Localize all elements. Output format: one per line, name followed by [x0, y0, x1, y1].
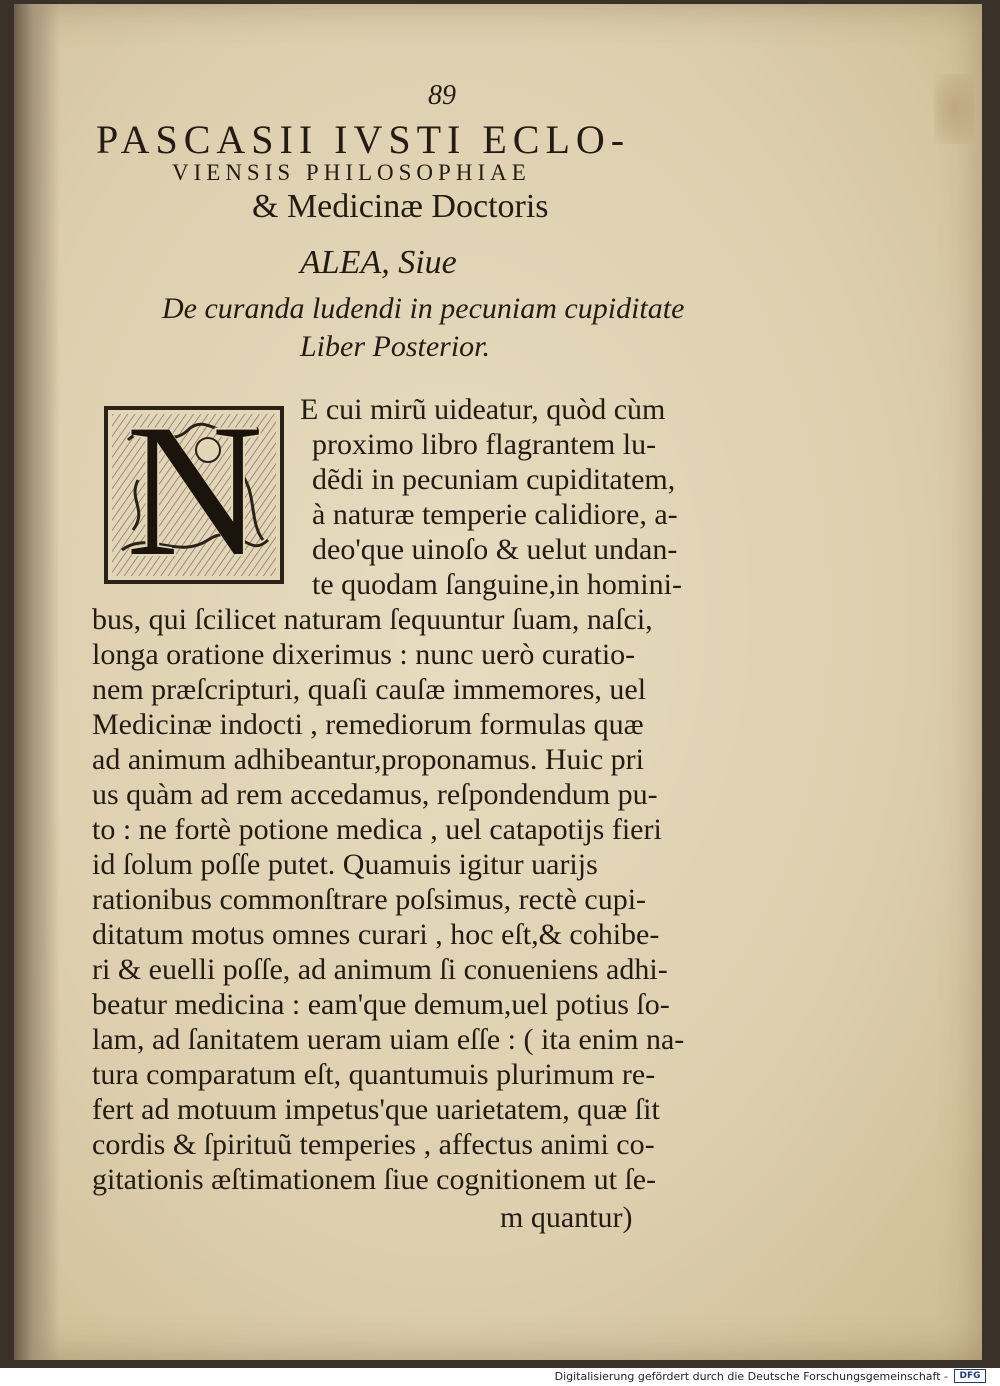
text-line: bus, qui ſcilicet naturam ſequuntur ſuam, naſci, — [92, 603, 653, 636]
text-line: te quodam ſanguine,in homini- — [312, 568, 682, 601]
text-line: rationibus commonſtrare poſsimus, rectè cupi- — [92, 883, 647, 916]
page-number: 89 — [428, 80, 456, 111]
text-line: lam, ad ſanitatem ueram uiam eſſe : ( ita enim na- — [92, 1023, 685, 1056]
subtitle-line-1: ALEA, Siue — [300, 244, 457, 281]
subtitle-line-3: Liber Posterior. — [300, 330, 491, 363]
text-line: deo'que uinoſo & uelut undan- — [312, 533, 678, 566]
text-line: longa oratione dixerimus : nunc uerò curatio- — [92, 638, 636, 671]
text-line: us quàm ad rem accedamus, reſpondendum pu- — [92, 778, 658, 811]
text-line: à naturæ temperie calidiore, a- — [312, 498, 678, 531]
text-line: tura comparatum eſt, quantumuis plurimum re- — [92, 1058, 656, 1091]
text-line: E cui mirũ uideatur, quòd cùm — [300, 393, 666, 426]
text-line: beatur medicina : eam'que demum,uel potius ſo- — [92, 988, 670, 1021]
funding-notice: Digitalisierung gefördert durch die Deutsche Forschungsgemeinschaft - — [554, 1370, 948, 1383]
text-line: gitationis æſtimationem ſiue cognitionem ut ſe- — [92, 1163, 657, 1196]
text-line: ri & euelli poſſe, ad animum ſi conueniens adhi- — [92, 953, 668, 986]
text-line: cordis & ſpirituũ temperies , affectus animi co- — [92, 1128, 655, 1161]
text-line: ad animum adhibeantur,proponamus. Huic pri — [92, 743, 644, 776]
text-line: ditatum motus omnes curari , hoc eſt,& cohibe- — [92, 918, 660, 951]
decorated-initial — [104, 406, 284, 584]
page-spine-shadow — [14, 4, 60, 1360]
text-line: fert ad motuum impetus'que uarietatem, quæ ſit — [92, 1093, 660, 1126]
page-stain — [934, 74, 974, 144]
text-line: id ſolum poſſe putet. Quamuis igitur uarijs — [92, 848, 598, 881]
subtitle-line-2: De curanda ludendi in pecuniam cupiditate — [162, 292, 685, 325]
catchword-line: m quantur) — [500, 1201, 633, 1234]
text-line: nem præſcripturi, quaſi cauſæ immemores, uel — [92, 673, 647, 706]
text-line: dẽdi in pecuniam cupiditatem, — [312, 463, 676, 496]
text-line: to : ne fortè potione medica , uel catapotijs fieri — [92, 813, 662, 846]
text-line: Medicinæ indocti , remediorum formulas quæ — [92, 708, 644, 741]
text-line: proximo libro flagrantem lu- — [312, 428, 657, 461]
drop-cap-letter: N — [126, 406, 264, 584]
title-line-1: PASCASII IVSTI ECLO- — [96, 117, 631, 162]
title-line-2: VIENSIS PHILOSOPHIAE — [172, 160, 531, 185]
dfg-logo: DFG — [954, 1369, 986, 1383]
title-line-3: & Medicinæ Doctoris — [252, 188, 549, 225]
